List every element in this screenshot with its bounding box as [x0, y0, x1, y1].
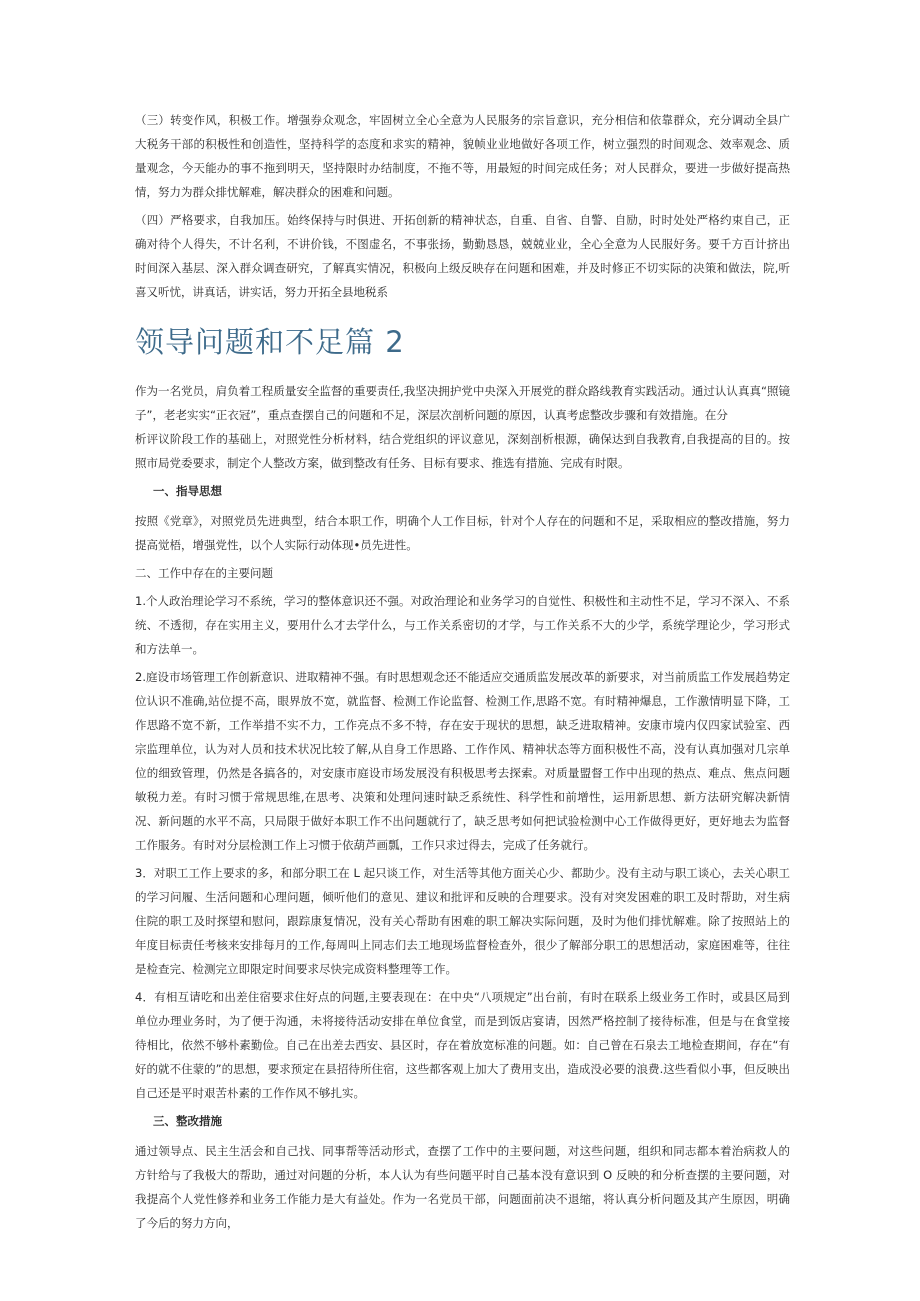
- paragraph-section-3-conduct: （三）转变作风，积极工作。增强券众观念，牢固树立全心全意为人民服务的宗旨意识，充分相信和依靠群众，充分调动全县广大税务干部的积极性和创造性，坚持科学的态度和求实的精神，貌帧业业地做好各项工作，树立强烈的时间观念、效率观念、质量观念，今天能办的事不拖到明天，坚持限时办结制度，不拖不等，用最短的时间完成任务；对人民群众，要进一步做好提高热情，努力为群众排忧解难，解决群众的困难和问题。: [135, 113, 790, 199]
- intro-paragraph-2: 析评议阶段工作的基础上，对照党性分析材料，结合党组织的评议意见，深刻剖析根源，确保达到自我教育,自我提高的目的。按照市局党委要求，制定个人整改方案，做到整改有任务、目标有要求、推选有措施、完成有时限。: [135, 432, 790, 470]
- section-heading-guiding-ideology: 一、指导思想: [153, 484, 222, 498]
- problem-item-3: 3．对职工工作上要求的多，和部分职工在 L 起只谈工作，对生活等其他方面关心少、都助少。没有主动与职工谈心，去关心职工的学习问履、生活问题和心理问题，倾听他们的意见、建议和批评和反映的合理要求。没有对突发困难的职工及时帮助，对生病住院的职工及时探望和慰问，跟踪康复情况，没有关心帮助有困难的职工解决实际问题，及时为他们排忧解难。除了按照站上的年度目标责任考核来安排每月的工作,每周叫上同志们去工地现场监督检查外，很少了解部分职工的思想活动，家庭困难等，往往是检查完、检测完立即限定时间要求尽快完成资料整理等工作。: [135, 866, 790, 976]
- problem-item-4: 4．有相互请吃和出差住宿要求住好点的问题,主要表现在：在中央“八项规定”出台前，有时在联系上级业务工作时，或县区局到单位办理业务时，为了便于沟通，未将接待活动安排在单位食堂，而是到饭店宴请，因然严格控制了接待标准，但是与在食堂接待相比，依然不够朴素勤俭。自己在出差去西安、县区时，存在着放宽标准的问题。如：自己曾在石泉去工地检查期间，存在“有好的就不住蒙的”的思想，要求预定在县招待所住宿，这些都客观上加大了费用支出，造成没必要的浪费.这些看似小事，但反映出自己还是平时艰苦朴素的工作作风不够扎实。: [135, 990, 790, 1100]
- paragraph-section-4-discipline: （四）严格要求，自我加压。始终保持与时俱进、开拓创新的精神状态，自重、自省、自警、自励，时时处处严格约束自己，正确对待个人得失，不计名利，不讲价钱，不图虚名，不事张扬，勤勤恳恳，兢兢业业，全心全意为人民服好务。要千方百计挤出时间深入基层、深入群众调查研究，了解真实情况，积极向上级反映存在问题和困难，并及时修正不切实际的决策和做法，院,听喜又听忧，讲真话，讲实话，努力开拓全县地税系: [135, 213, 790, 299]
- section-heading-main-problems: 二、工作中存在的主要问题: [135, 566, 273, 580]
- problem-item-2: 2.庭设市场管理工作创新意识、进取精神不强。有时思想观念还不能适应交通质监发展改革的新要求，对当前质监工作发展趋势定位认识不准确,站位提不高，眼界放不宽，就监督、检测工作论监督、检测工作,思路不宽。有时精神爆息，工作激情明显下降，工作思路不宽不新，工作举措不实不力，工作亮点不多不特，存在安于现状的思想，缺乏进取精神。安康市境内仅四家试验室、西宗监理单位，认为对人员和技术状况比较了解,从自身工作思路、工作作风、精神状态等方面积极性不高，没有认真加强对几宗单位的细致管理，仍然是各搞各的，对安康市庭设市场发展没有积极思考去探索。对质量盟督工作中出现的热点、难点、焦点问题敏税力差。有时习惯于常规思维,在思考、决策和处理问速时缺乏系统性、科学性和前增性，运用新思想、新方法研究解决新情况、新问题的水平不高，只局限于做好本职工作不出问题就行了，缺乏思考如何把试验检测中心工作做得更好，更好地去为监督工作服务。有时对分层检测工作上习惯于依葫芦画瓢，工作只求过得去，完成了任务就行。: [135, 670, 790, 852]
- section-heading-rectification: 三、整改措施: [153, 1114, 222, 1128]
- document-page: [135, 108, 790, 1235]
- guiding-ideology-paragraph: 按照《党章》，对照党员先进典型，结合本职工作，明确个人工作目标，针对个人存在的问题和不足，采取相应的整改措施，努力提高觉梧，增强党性，以个人实际行动体现•员先进性。: [135, 514, 790, 552]
- document-title: 领导问题和不足篇 2: [135, 325, 405, 359]
- rectification-paragraph: 通过领导点、民主生活会和自己找、同事帮等活动形式，查摆了工作中的主要问题，对这些问题，组织和同志都本着治病救人的方针给与了我极大的帮助，通过对问题的分析，本人认为有些问题平时自己基本没有意识到 O 反映的和分析查摆的主要问题，对我提高个人党性修养和业务工作能力是大有益处。作为一名党员干部，问题面前决不退缩，将认真分析问题及其产生原因，明确了今后的努力方向，: [135, 1144, 790, 1230]
- intro-paragraph-1: 作为一名党员，肩负着工程质量安全监督的重要责任,我坚决拥护党中央深入开展党的群众路线教育实践活动。通过认认真真“照镜子”，老老实实“正衣冠”，重点查摆自己的问题和不足，深层次剖析问题的原因，认真考虑整改步骤和有效措施。在分: [135, 384, 790, 422]
- problem-item-1: 1.个人政治理论学习不系统，学习的整体意识还不强。对政治理论和业务学习的自觉性、积极性和主动性不足，学习不深入、不系统、不透彻，存在实用主义，要用什么才去学什么，与工作关系密切的才学，与工作关系不大的少学，系统学理论少，学习形式和方法单一。: [135, 594, 790, 656]
